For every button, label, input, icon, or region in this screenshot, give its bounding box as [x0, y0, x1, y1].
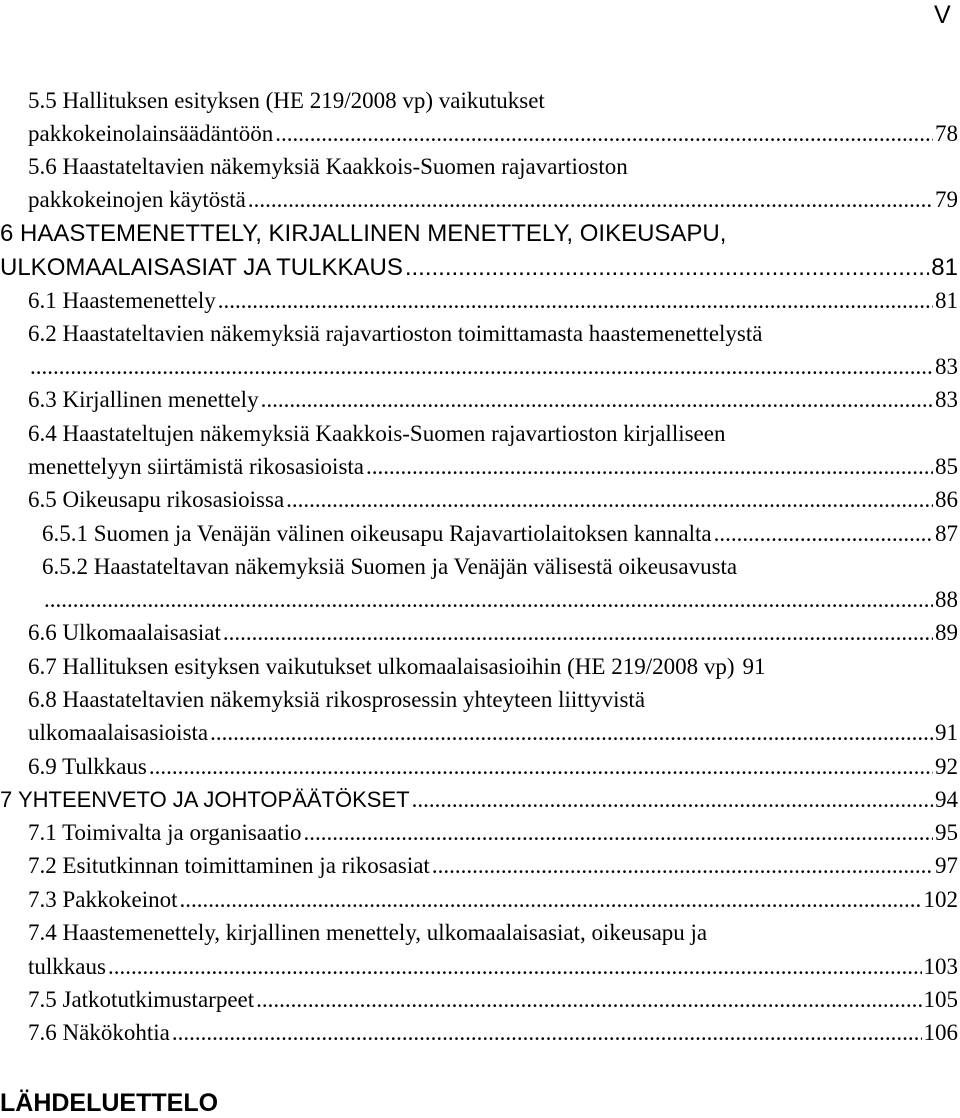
dot-leader: [714, 517, 933, 551]
toc-entry-text: 7.4 Haastemenettely, kirjallinen menettely, ulkomaalaisasiat, oikeusapu ja: [28, 920, 708, 945]
toc-entry-7-4-cont[interactable]: [28, 950, 958, 984]
dot-leader: [366, 450, 933, 484]
dot-leader: [172, 1016, 922, 1050]
toc-entry-text: ULKOMAALAISASIAT JA TULKKAUS: [0, 254, 403, 281]
toc-entry-7-4[interactable]: [28, 916, 958, 950]
toc-entry-page: 86: [935, 487, 958, 512]
toc-entry-6-8-cont[interactable]: [28, 716, 958, 750]
toc-entry-page: 89: [935, 620, 958, 645]
toc-entry-7-2[interactable]: [28, 849, 958, 883]
dot-leader: [248, 183, 933, 217]
toc-entry-5-5-cont[interactable]: [28, 117, 958, 151]
toc-entry-text: 6.5.2 Haastateltavan näkemyksiä Suomen ja Venäjän välisestä oikeusavusta: [42, 554, 738, 579]
dot-leader: [223, 616, 933, 650]
dot-leader: [303, 816, 933, 850]
toc-entry-text: menettelyyn siirtämistä rikosasioista: [28, 454, 364, 479]
dot-leader: [432, 849, 933, 883]
dot-leader: [275, 117, 933, 151]
toc-entry-page: 88: [935, 587, 958, 612]
toc-entry-text: 6.4 Haastateltujen näkemyksiä Kaakkois-Suomen rajavartioston kirjalliseen: [28, 421, 726, 446]
toc-entry-text: 7.3 Pakkokeinot: [28, 887, 178, 912]
toc-entry-6-2[interactable]: [28, 317, 958, 351]
toc-entry-6-3[interactable]: [28, 383, 958, 417]
toc-entry-text: 6 HAASTEMENETTELY, KIRJALLINEN MENETTELY, OIKEUSAPU,: [0, 220, 727, 247]
dot-leader: [180, 883, 922, 917]
toc-entry-7-3[interactable]: [28, 883, 958, 917]
toc-entry-text: 6.2 Haastateltavien näkemyksiä rajavartioston toimittamasta haastemenettelystä: [28, 321, 763, 346]
toc-entry-page: 87: [935, 521, 958, 546]
toc-entry-5-6[interactable]: [28, 150, 958, 184]
toc-entry-page: 85: [935, 454, 958, 479]
dot-leader: [405, 251, 929, 285]
page-number: V: [934, 1, 951, 29]
toc-entry-text: 6.5.1 Suomen ja Venäjän välinen oikeusapu Rajavartiolaitoksen kannalta: [42, 521, 712, 546]
toc-entry-text: 7.2 Esitutkinnan toimittaminen ja rikosasiat: [28, 853, 430, 878]
toc-entry-6-5-1[interactable]: [42, 517, 958, 551]
dot-leader: [261, 383, 933, 417]
toc-entry-6-1[interactable]: [28, 284, 958, 318]
toc-entry-text: 6.9 Tulkkaus: [28, 754, 147, 779]
toc-entry-page: 91: [935, 720, 958, 745]
dot-leader: [210, 716, 933, 750]
dot-leader: [286, 483, 933, 517]
toc-entry-5-5[interactable]: [28, 84, 958, 118]
toc-entry-6-5-2-cont[interactable]: [42, 583, 958, 617]
toc-entry-page: 79: [935, 187, 958, 212]
toc-entry-6-6[interactable]: [28, 616, 958, 650]
toc-entry-text: 7.1 Toimivalta ja organisaatio: [28, 820, 302, 845]
toc-entry-6-7[interactable]: [28, 650, 958, 684]
toc-entry-page: 83: [935, 387, 958, 412]
toc-entry-text: 6.7 Hallituksen esityksen vaikutukset ulkomaalaisasioihin (HE 219/2008 vp): [28, 654, 735, 679]
toc-entry-page: 103: [923, 954, 958, 979]
dot-leader: [30, 350, 933, 384]
toc-entry-6-5[interactable]: [28, 483, 958, 517]
dot-leader: [256, 983, 921, 1017]
toc-entry-page: 92: [935, 754, 958, 779]
dot-leader: [44, 583, 933, 617]
toc-entry-text: 5.5 Hallituksen esityksen (HE 219/2008 vp) vaikutukset: [28, 88, 545, 113]
toc-entry-page: 83: [935, 354, 958, 379]
dot-leader: [218, 284, 933, 318]
dot-leader: [149, 750, 933, 784]
toc-entry-page: 102: [923, 887, 958, 912]
toc-entry-text: 7 YHTEENVETO JA JOHTOPÄÄTÖKSET: [0, 787, 410, 812]
toc-entry-6-8[interactable]: [28, 683, 958, 717]
toc-entry-text: 6.5 Oikeusapu rikosasioissa: [28, 487, 285, 512]
toc-entry-7-5[interactable]: [28, 983, 958, 1017]
toc-entry-text: 7.5 Jatkotutkimustarpeet: [28, 987, 255, 1012]
dot-leader: [412, 783, 933, 817]
toc-chapter-6-cont[interactable]: [0, 251, 958, 285]
toc-chapter-6[interactable]: [0, 217, 958, 251]
toc-entry-6-4[interactable]: [28, 417, 958, 451]
toc-entry-page: 95: [935, 820, 958, 845]
toc-entry-text: 6.3 Kirjallinen menettely: [28, 387, 259, 412]
toc-entry-page: 91: [742, 654, 766, 679]
toc-entry-text: ulkomaalaisasioista: [28, 720, 209, 745]
toc-entry-6-5-2[interactable]: [42, 550, 958, 584]
toc-entry-page: 81: [931, 254, 958, 281]
toc-chapter-7[interactable]: [0, 783, 958, 817]
toc-entry-text: tulkkaus: [28, 954, 106, 979]
toc-entry-text: 7.6 Näkökohtia: [28, 1020, 170, 1045]
toc-entry-page: 94: [935, 787, 958, 812]
toc-entry-text: pakkokeinojen käytöstä: [28, 187, 246, 212]
toc-entry-text: 6.1 Haastemenettely: [28, 288, 216, 313]
toc-entry-6-2-cont[interactable]: [28, 350, 958, 384]
toc-entry-6-4-cont[interactable]: [28, 450, 958, 484]
toc-entry-page: 105: [923, 987, 958, 1012]
bibliography-heading[interactable]: LÄHDELUETTELO: [0, 1089, 219, 1117]
toc-entry-page: 106: [923, 1020, 958, 1045]
toc-entry-5-6-cont[interactable]: [28, 183, 958, 217]
toc-entry-page: 81: [935, 288, 958, 313]
toc-entry-6-9[interactable]: [28, 750, 958, 784]
toc-entry-7-6[interactable]: [28, 1016, 958, 1050]
toc-entry-text: 5.6 Haastateltavien näkemyksiä Kaakkois-Suomen rajavartioston: [28, 154, 628, 179]
toc-entry-text: 6.8 Haastateltavien näkemyksiä rikosprosessin yhteyteen liittyvistä: [28, 687, 646, 712]
toc-entry-text: 6.6 Ulkomaalaisasiat: [28, 620, 221, 645]
toc-entry-7-1[interactable]: [28, 816, 958, 850]
toc-entry-page: 97: [935, 853, 958, 878]
dot-leader: [108, 950, 922, 984]
toc-entry-page: 78: [935, 121, 958, 146]
toc-entry-text: pakkokeinolainsäädäntöön: [28, 121, 274, 146]
